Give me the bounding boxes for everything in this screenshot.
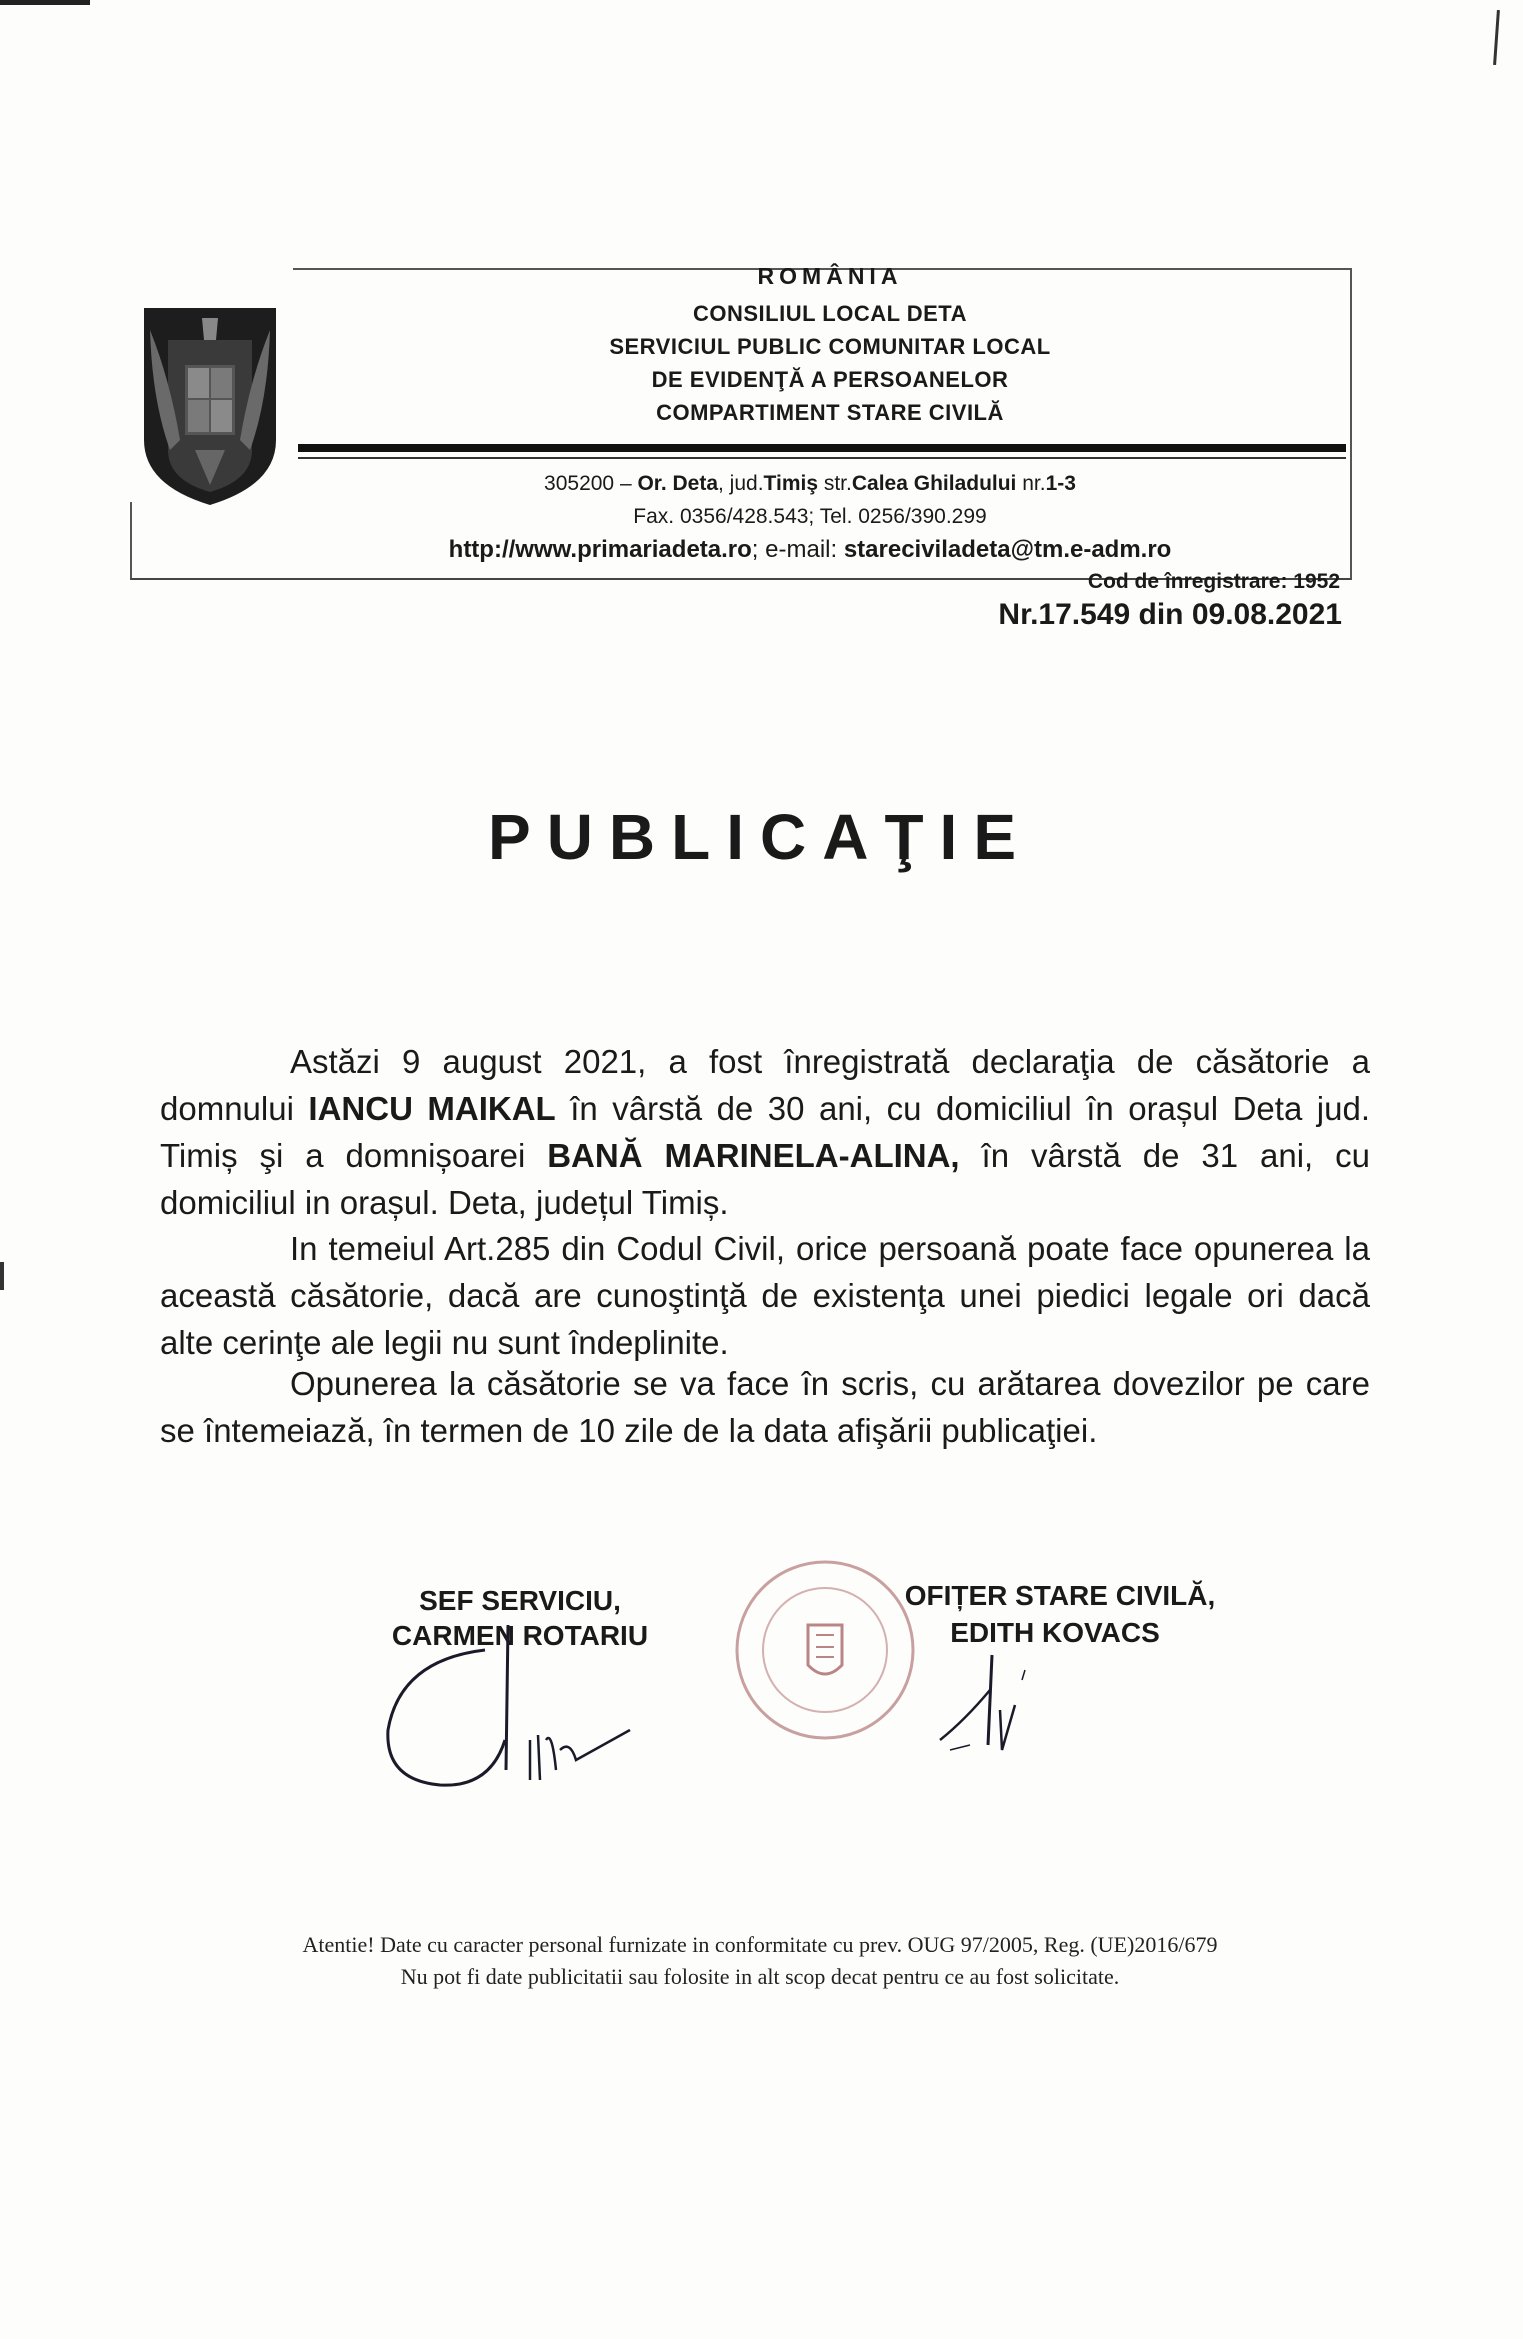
- scan-edge-mark: [1493, 10, 1500, 65]
- usage-notice: Nu pot fi date publicitatii sau folosite in alt scop decat pentru ce au fost solicitate.: [400, 1964, 1120, 1989]
- document-title: PUBLICAŢIE: [488, 801, 1032, 873]
- bride-name: BANĂ MARINELA-ALINA,: [547, 1137, 960, 1174]
- paragraph-text: în vârstă de 31 ani, cu domiciliul in orașul. Deta, județul Timiș.: [160, 1137, 1370, 1221]
- address-line: [370, 472, 1250, 496]
- postal-code: 305200 –: [544, 472, 638, 495]
- paragraph-text: în vârstă de 30 ani, cu domiciliul în orașul Deta jud. Timiș şi a domnișoarei: [160, 1090, 1370, 1174]
- privacy-notice: Atentie! Date cu caracter personal furnizate in conformitate cu prev. OUG 97/2005, Reg. (UE)2016/679: [302, 1932, 1218, 1957]
- scan-edge-mark: [0, 1262, 4, 1290]
- coat-of-arms-icon: [140, 300, 280, 510]
- right-signatory-role: OFIȚER STARE CIVILĂ,: [904, 1580, 1216, 1611]
- city: Or. Deta: [637, 472, 719, 495]
- handwritten-signature-left: [380, 1620, 670, 1800]
- contact-line: [330, 536, 1290, 564]
- street: Calea Ghiladului: [851, 472, 1017, 495]
- handwritten-signature-right: [930, 1650, 1070, 1770]
- number-prefix: nr.: [1016, 472, 1046, 495]
- street-prefix: str.: [818, 472, 852, 495]
- left-signatory-role: SEF SERVICIU,: [419, 1585, 621, 1616]
- fax-tel-line: Fax. 0356/428.543; Tel. 0256/390.299: [633, 505, 987, 528]
- document-number: Nr.17.549 din 09.08.2021: [998, 598, 1342, 631]
- paragraph-declaration: [160, 1038, 1370, 1226]
- letterhead-rule: [298, 444, 1346, 452]
- left-signatory-name: CARMEN ROTARIU: [391, 1620, 649, 1651]
- letterhead-rule-thin: [298, 457, 1346, 459]
- address-separator: , jud.: [718, 472, 764, 495]
- letterhead-country: ROMÂNIA: [757, 263, 903, 289]
- email-link[interactable]: stareciviladeta@tm.e-adm.ro: [843, 536, 1172, 563]
- paragraph-opposition: [160, 1360, 1370, 1454]
- registration-code: Cod de înregistrare: 1952: [1087, 570, 1340, 593]
- letterhead-evidence: DE EVIDENŢĂ A PERSOANELOR: [651, 367, 1009, 392]
- county: Timiş: [763, 472, 819, 495]
- paragraph-text: Opunerea la căsătorie se va face în scris, cu arătarea dovezilor pe care se întemeiază, în termen de 10 zile de la data afişării publicaţiei.: [160, 1365, 1370, 1449]
- email-label: ; e-mail:: [751, 536, 844, 563]
- letterhead-service: SERVICIUL PUBLIC COMUNITAR LOCAL: [609, 334, 1051, 359]
- letterhead-compartment: COMPARTIMENT STARE CIVILĂ: [656, 400, 1004, 425]
- website-link[interactable]: http://www.primariadeta.ro: [448, 536, 752, 563]
- groom-name: IANCU MAIKAL: [308, 1090, 556, 1127]
- right-signatory-name: EDITH KOVACS: [950, 1617, 1160, 1648]
- paragraph-text: In temeiul Art.285 din Codul Civil, orice persoană poate face opunerea la această căsătorie, dacă are cunoştinţă de existenţa unei piedici legale ori dacă alte cerinţe ale legii nu sunt îndeplinite.: [160, 1230, 1370, 1361]
- paragraph-text: Astăzi 9 august 2021, a fost înregistrată declaraţia de căsătorie a domnului: [160, 1043, 1370, 1127]
- letterhead-council: CONSILIUL LOCAL DETA: [693, 301, 967, 326]
- paragraph-legal-basis: [160, 1225, 1370, 1366]
- street-number: 1-3: [1045, 472, 1076, 495]
- scan-edge-mark: [0, 0, 90, 5]
